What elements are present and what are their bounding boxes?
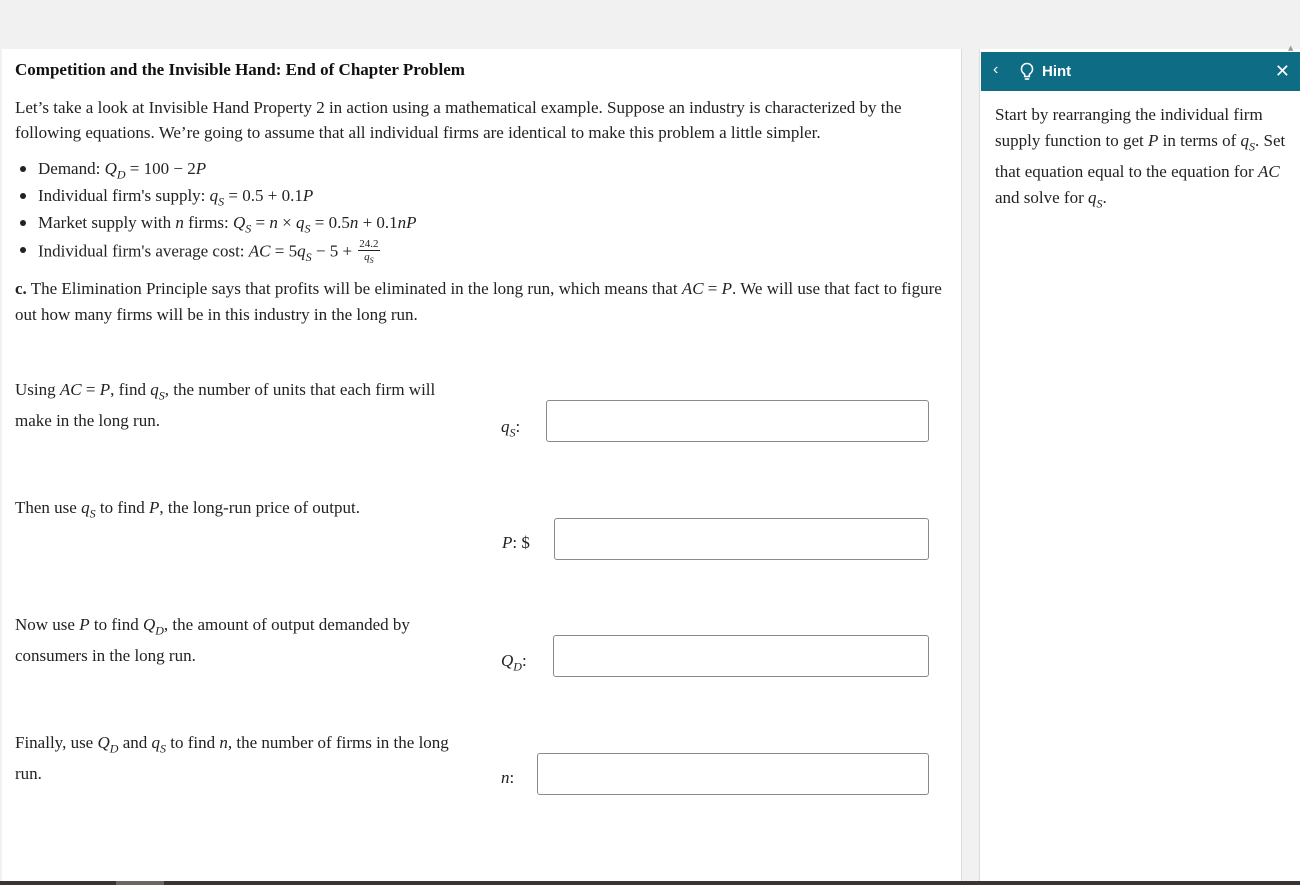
equation-demand: Demand: $Q_D = 100 - 2P$ bbox=[38, 157, 417, 184]
lightbulb-icon bbox=[1019, 62, 1035, 82]
page-title: Competition and the Invisible Hand: End of Chapter Problem bbox=[15, 60, 465, 79]
close-icon[interactable]: ✕ bbox=[1274, 61, 1290, 81]
equation-market-supply: Market supply with n firms: $Q_S = n \times q_S = 0.5n + 0.1nP$ bbox=[38, 211, 417, 238]
scroll-up-arrow-icon[interactable]: ▲ bbox=[1288, 44, 1294, 52]
chevron-left-icon[interactable]: ‹ bbox=[993, 61, 999, 78]
equation-label: Market supply with n firms: bbox=[38, 213, 234, 232]
question-2-text: Then use $q_S$ to find P, the long-run price of output. bbox=[15, 498, 360, 521]
equation-firm-supply: Individual firm's supply: $q_S = 0.5 + 0.1P$ bbox=[38, 184, 417, 211]
price-input[interactable] bbox=[554, 518, 929, 560]
part-c-label: c. bbox=[15, 279, 27, 298]
taskbar bbox=[0, 881, 1300, 885]
question-1-text: Using AC = P, find $q_S$, the number of units that each firm will make in the long run. bbox=[15, 380, 436, 431]
part-c-paragraph bbox=[15, 276, 945, 328]
fraction: $\frac{24.2}{q_S}$ bbox=[359, 238, 379, 266]
equation-label: Individual firm's supply: bbox=[38, 186, 210, 205]
question-4-text: Finally, use $Q_D$ and $q_S$ to find n, the number of firms in the long run. bbox=[15, 733, 449, 784]
part-c-text: The Elimination Principle says that profits will be eliminated in the long run, which means that AC = P. We will use that fact to figure out how many firms will be in this industry in the long run. bbox=[15, 279, 942, 324]
hint-header bbox=[981, 52, 1300, 91]
equation-average-cost: Individual firm's average cost: AC = $5q_S - 5$ + $\frac{24.2}{q_S}$ bbox=[38, 238, 417, 265]
hint-text: Start by rearranging the individual firm supply function to get P in terms of $q_S$. Set that equation equal to the equation for AC and solve for $q_S$. bbox=[995, 105, 1286, 211]
q-s-input[interactable] bbox=[546, 400, 929, 442]
taskbar-item[interactable] bbox=[116, 881, 164, 885]
question-3-text: Now use P to find $Q_D$, the amount of output demanded by consumers in the long run. bbox=[15, 615, 410, 666]
equation-label: Individual firm's average cost: bbox=[38, 241, 249, 261]
hint-title: Hint bbox=[1042, 63, 1072, 80]
n-label: n: bbox=[501, 768, 515, 787]
q-s-label: $q_S$: bbox=[501, 417, 521, 440]
equation-label: Demand: bbox=[38, 159, 105, 178]
q-d-input[interactable] bbox=[553, 635, 929, 677]
n-input[interactable] bbox=[537, 753, 929, 795]
panel-divider bbox=[963, 49, 979, 881]
q-d-label: $Q_D$: bbox=[501, 651, 527, 674]
price-label: P: $ bbox=[502, 533, 530, 552]
equations-list bbox=[38, 157, 417, 265]
intro-paragraph: Let’s take a look at Invisible Hand Property 2 in action using a mathematical example. Suppose an industry is characterized by the following equations. We’re going to assume that all individual firms are identical to make this problem a little simpler. bbox=[15, 98, 902, 142]
